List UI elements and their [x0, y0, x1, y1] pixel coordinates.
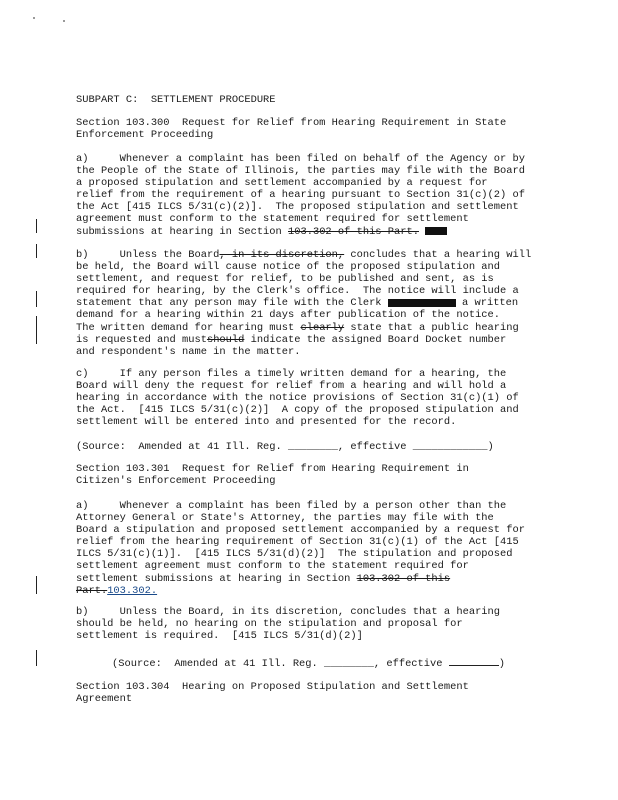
- para-line: submissions at hearing in Section: [76, 225, 289, 238]
- section-304-title-line2: Agreement: [76, 693, 133, 706]
- para-line: ILCS 5/31(c)(1)]. [415 ILCS 5/31(d)(2)] The stipulation and proposed: [76, 548, 513, 561]
- blank-underline: [449, 656, 499, 666]
- section-301-para-a: [76, 500, 536, 597]
- section-300-source-note: (Source: Amended at 41 Ill. Reg. ________, effective ____________): [76, 441, 494, 453]
- para-line: a) Whenever a complaint has been filed by a person other than the: [76, 500, 507, 512]
- para-line: the Act. [415 ILCS 5/31(c)(2)] A copy of the proposed stipulation and: [76, 404, 519, 417]
- struck-text: should: [206, 333, 245, 346]
- para-line: should be held, no hearing on the stipulation and proposal for: [76, 618, 463, 631]
- para-line: relief from the requirement of a hearing pursuant to Section 31(c)(2) of: [76, 189, 525, 202]
- para-line: a) Whenever a complaint has been filed on behalf of the Agency or by: [76, 153, 525, 165]
- section-304-title: [76, 681, 536, 705]
- scan-speck: [33, 17, 35, 19]
- para-line: a written: [455, 297, 519, 310]
- para-line: c) If any person files a timely written demand for a hearing, the: [76, 368, 507, 380]
- para-line: be held, the Board will cause notice of the proposed stipulation and: [76, 261, 501, 274]
- source-note-text: (Source: Amended at 41 Ill. Reg. ________, effective: [112, 658, 449, 670]
- subpart-heading: SUBPART C: SETTLEMENT PROCEDURE: [76, 94, 276, 106]
- section-301-source-note: [112, 656, 552, 670]
- para-line: settlement submissions at hearing in Section: [76, 572, 357, 585]
- para-line: b) Unless the Board, in its discretion, concludes that a hearing: [76, 606, 501, 618]
- para-line: Attorney General or State's Attorney, the parties may file with the: [76, 512, 494, 525]
- para-line: b) Unless the Board: [76, 249, 220, 261]
- section-301-title-line2: Citizen's Enforcement Proceeding: [76, 475, 276, 488]
- para-line: Board a stipulation and proposed settlement accompanied by a request for: [76, 524, 525, 537]
- revision-bar: [36, 316, 37, 344]
- para-line: concludes that a hearing will: [344, 249, 532, 261]
- struck-text: Part.: [76, 584, 108, 597]
- para-line: required for hearing, by the Clerk's office. The notice will include a: [76, 285, 519, 298]
- revision-bar: [36, 650, 37, 666]
- para-line: hearing in accordance with the notice provisions of Section 31(c)(1) of: [76, 392, 519, 405]
- para-line: agreement must conform to the statement required for settlement: [76, 213, 469, 226]
- struck-text: clearly: [300, 321, 345, 334]
- para-line: demand for a hearing within 21 days after publication of the notice.: [76, 309, 501, 322]
- para-line: the People of the State of Illinois, the parties may file with the Board: [76, 165, 525, 178]
- redaction-mark: [388, 299, 456, 307]
- para-line: settlement will be entered into and presented for the record.: [76, 416, 457, 429]
- revision-bar: [36, 576, 37, 594]
- source-note-close: ): [498, 658, 505, 670]
- para-line: and respondent's name in the matter.: [76, 345, 301, 358]
- para-line: state that a public hearing: [344, 321, 519, 334]
- para-line: The written demand for hearing must: [76, 321, 301, 334]
- section-301-para-b: [76, 606, 536, 642]
- para-line: the Act [415 ILCS 5/31(c)(2)]. The proposed stipulation and settlement: [76, 201, 519, 214]
- para-line: statement that any person may file with the Clerk: [76, 297, 388, 310]
- section-300-title: [76, 117, 536, 141]
- inserted-text: 103.302.: [107, 584, 158, 597]
- section-301-title: [76, 463, 536, 487]
- para-line: settlement agreement must conform to the statement required for: [76, 560, 469, 573]
- redaction-mark: [425, 227, 447, 235]
- para-line: is requested and must: [76, 333, 207, 346]
- struck-text: 103.302 of this Part.: [288, 225, 419, 238]
- section-300-title-line2: Enforcement Proceeding: [76, 129, 214, 142]
- section-300-para-b: [76, 249, 536, 358]
- revision-bar: [36, 244, 37, 258]
- para-line: indicate the assigned Board Docket number: [244, 333, 507, 346]
- revision-bar: [36, 219, 37, 233]
- revision-bar: [36, 291, 37, 307]
- section-300-title-line1: Section 103.300 Request for Relief from Hearing Requirement in State: [76, 117, 507, 129]
- para-line: a proposed stipulation and settlement accompanied by a request for: [76, 177, 488, 190]
- section-304-title-line1: Section 103.304 Hearing on Proposed Stipulation and Settlement: [76, 681, 469, 693]
- section-301-title-line1: Section 103.301 Request for Relief from Hearing Requirement in: [76, 463, 469, 475]
- para-line: Board will deny the request for relief from a hearing and will hold a: [76, 380, 507, 393]
- struck-text: 103.302 of this: [356, 572, 451, 585]
- para-line: relief from the hearing requirement of Section 31(c)(1) of the Act [415: [76, 536, 519, 549]
- section-300-para-c: [76, 368, 536, 428]
- para-line: settlement is required. [415 ILCS 5/31(d)(2)]: [76, 630, 363, 643]
- section-300-para-a: [76, 153, 536, 238]
- struck-text: , in its discretion,: [219, 249, 345, 261]
- para-line: settlement, and request for relief, to be published and sent, as is: [76, 273, 494, 286]
- scan-speck: [63, 20, 65, 22]
